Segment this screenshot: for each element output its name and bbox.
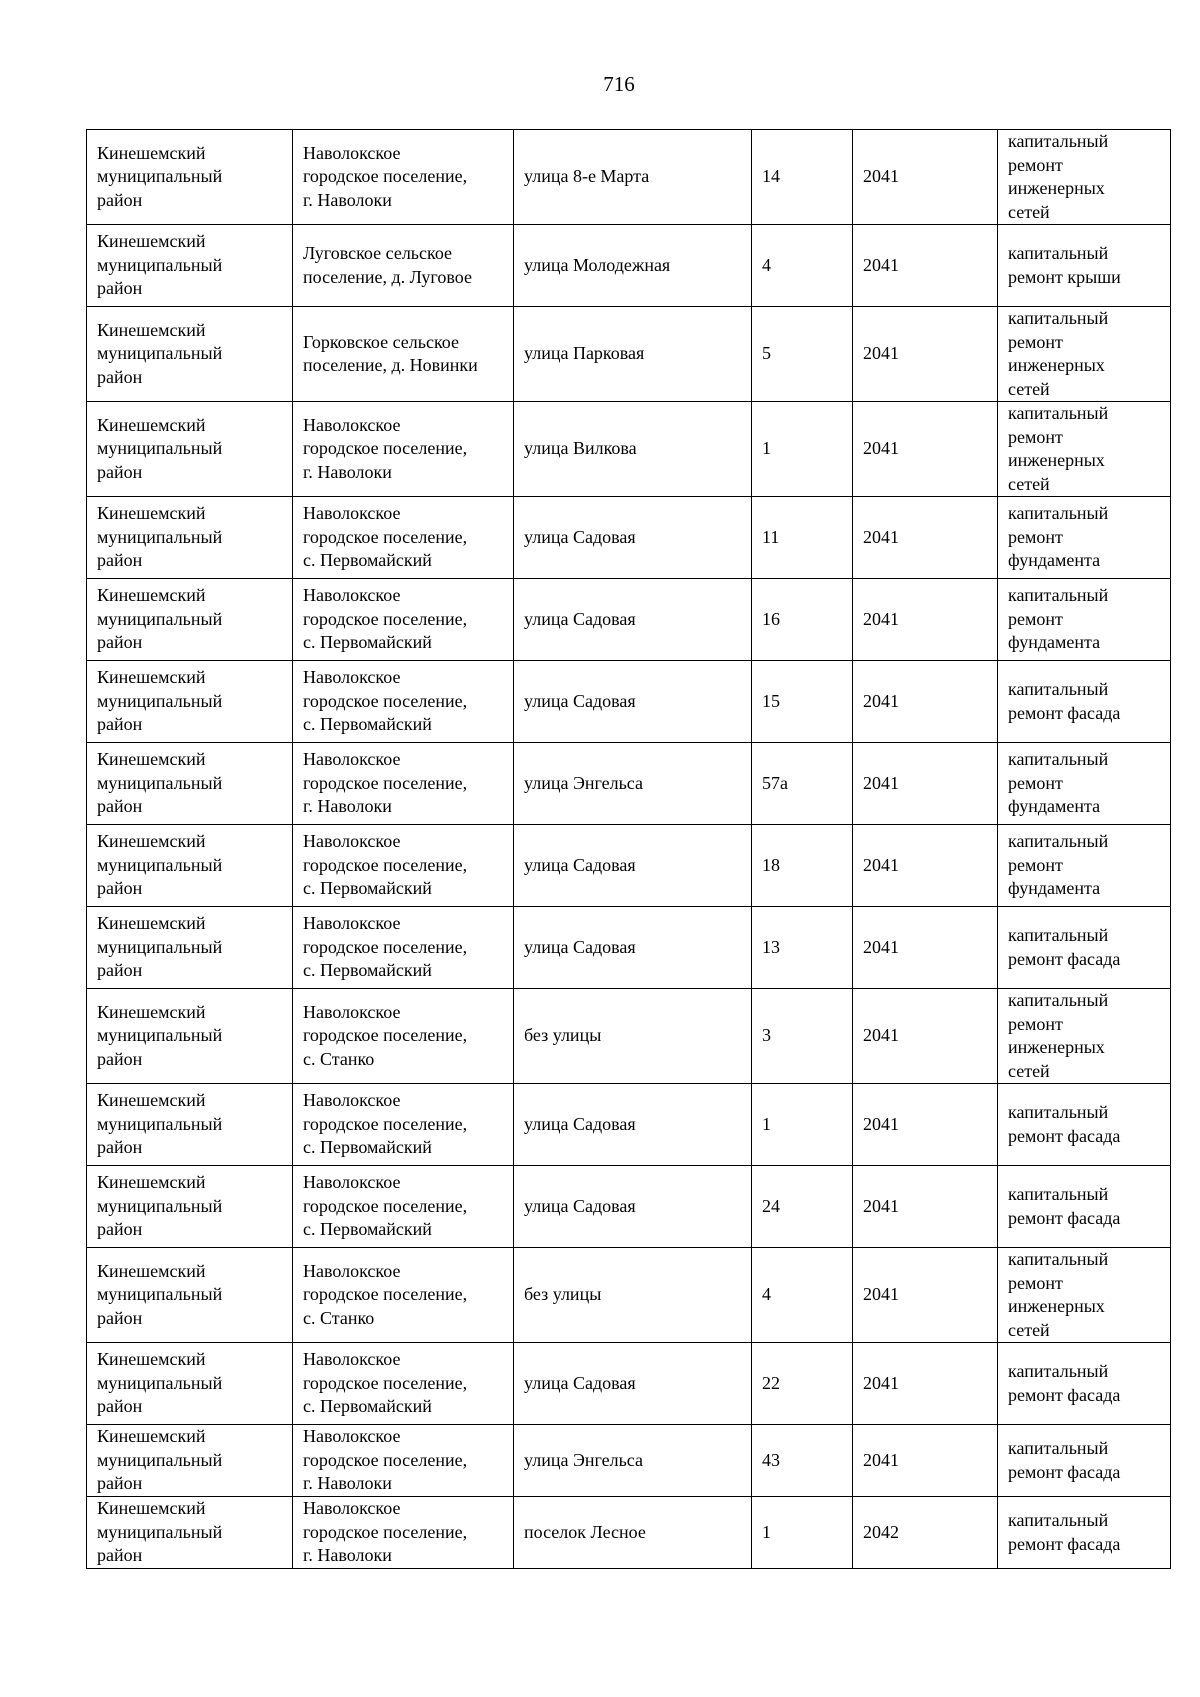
district-cell: Кинешемский муниципальный район [87,497,293,579]
district-cell: Кинешемский муниципальный район [87,1497,293,1569]
street-cell: улица Молодежная [514,225,752,307]
house-number-cell: 15 [752,661,853,743]
settlement-cell: Наволокское городское поселение, с. Первомайский [293,907,514,989]
street-cell: улица Вилкова [514,402,752,497]
year-cell: 2041 [853,1425,998,1497]
street-cell: поселок Лесное [514,1497,752,1569]
house-number-cell: 1 [752,402,853,497]
table-row [87,1166,1171,1248]
settlement-cell: Наволокское городское поселение, г. Наволоки [293,1497,514,1569]
house-number-cell: 18 [752,825,853,907]
street-cell: улица Парковая [514,307,752,402]
settlement-cell: Наволокское городское поселение, с. Первомайский [293,1084,514,1166]
year-cell: 2041 [853,661,998,743]
table-row [87,1497,1171,1569]
street-cell: улица Энгельса [514,1425,752,1497]
work-type-cell: капитальный ремонт инженерных сетей [998,989,1171,1084]
work-type-cell: капитальный ремонт крыши [998,225,1171,307]
work-type-cell: капитальный ремонт фасада [998,1497,1171,1569]
settlement-cell: Наволокское городское поселение, с. Станко [293,1248,514,1343]
table-row [87,743,1171,825]
table-row [87,1343,1171,1425]
district-cell: Кинешемский муниципальный район [87,1166,293,1248]
district-cell: Кинешемский муниципальный район [87,402,293,497]
settlement-cell: Наволокское городское поселение, с. Первомайский [293,1166,514,1248]
year-cell: 2041 [853,1343,998,1425]
street-cell: улица 8-е Марта [514,130,752,225]
year-cell: 2041 [853,130,998,225]
settlement-cell: Наволокское городское поселение, с. Первомайский [293,661,514,743]
settlement-cell: Наволокское городское поселение, г. Наволоки [293,130,514,225]
district-cell: Кинешемский муниципальный район [87,579,293,661]
year-cell: 2041 [853,907,998,989]
year-cell: 2041 [853,1248,998,1343]
house-number-cell: 11 [752,497,853,579]
district-cell: Кинешемский муниципальный район [87,989,293,1084]
settlement-cell: Наволокское городское поселение, г. Наволоки [293,402,514,497]
work-type-cell: капитальный ремонт фасада [998,907,1171,989]
year-cell: 2041 [853,743,998,825]
street-cell: улица Энгельса [514,743,752,825]
house-number-cell: 13 [752,907,853,989]
table-row [87,307,1171,402]
page-number: 716 [603,72,635,96]
table-row [87,907,1171,989]
street-cell: улица Садовая [514,907,752,989]
street-cell: улица Садовая [514,1166,752,1248]
district-cell: Кинешемский муниципальный район [87,1248,293,1343]
table-row [87,130,1171,225]
year-cell: 2041 [853,1084,998,1166]
table-row [87,661,1171,743]
house-number-cell: 16 [752,579,853,661]
street-cell: улица Садовая [514,661,752,743]
year-cell: 2041 [853,497,998,579]
work-type-cell: капитальный ремонт фундамента [998,579,1171,661]
district-cell: Кинешемский муниципальный район [87,307,293,402]
year-cell: 2041 [853,989,998,1084]
house-number-cell: 4 [752,225,853,307]
street-cell: без улицы [514,989,752,1084]
table-row [87,497,1171,579]
work-type-cell: капитальный ремонт инженерных сетей [998,130,1171,225]
repair-schedule-table [86,129,1171,1569]
settlement-cell: Наволокское городское поселение, с. Первомайский [293,579,514,661]
work-type-cell: капитальный ремонт фасада [998,661,1171,743]
year-cell: 2041 [853,402,998,497]
year-cell: 2041 [853,307,998,402]
house-number-cell: 5 [752,307,853,402]
settlement-cell: Горковское сельское поселение, д. Новинки [293,307,514,402]
district-cell: Кинешемский муниципальный район [87,825,293,907]
street-cell: улица Садовая [514,1084,752,1166]
settlement-cell: Наволокское городское поселение, с. Первомайский [293,1343,514,1425]
house-number-cell: 1 [752,1084,853,1166]
district-cell: Кинешемский муниципальный район [87,130,293,225]
table-row [87,402,1171,497]
work-type-cell: капитальный ремонт инженерных сетей [998,402,1171,497]
table-body [87,130,1171,1569]
table-row [87,1425,1171,1497]
work-type-cell: капитальный ремонт фасада [998,1343,1171,1425]
district-cell: Кинешемский муниципальный район [87,1425,293,1497]
year-cell: 2041 [853,1166,998,1248]
district-cell: Кинешемский муниципальный район [87,1343,293,1425]
work-type-cell: капитальный ремонт фасада [998,1084,1171,1166]
settlement-cell: Луговское сельское поселение, д. Луговое [293,225,514,307]
house-number-cell: 3 [752,989,853,1084]
work-type-cell: капитальный ремонт инженерных сетей [998,307,1171,402]
street-cell: улица Садовая [514,497,752,579]
house-number-cell: 4 [752,1248,853,1343]
house-number-cell: 24 [752,1166,853,1248]
table-row [87,825,1171,907]
table-row [87,225,1171,307]
street-cell: без улицы [514,1248,752,1343]
table-row [87,989,1171,1084]
settlement-cell: Наволокское городское поселение, г. Наволоки [293,1425,514,1497]
table-row [87,1084,1171,1166]
work-type-cell: капитальный ремонт фасада [998,1166,1171,1248]
district-cell: Кинешемский муниципальный район [87,225,293,307]
work-type-cell: капитальный ремонт фундамента [998,825,1171,907]
work-type-cell: капитальный ремонт фундамента [998,743,1171,825]
district-cell: Кинешемский муниципальный район [87,743,293,825]
house-number-cell: 57а [752,743,853,825]
street-cell: улица Садовая [514,825,752,907]
work-type-cell: капитальный ремонт фундамента [998,497,1171,579]
street-cell: улица Садовая [514,579,752,661]
district-cell: Кинешемский муниципальный район [87,661,293,743]
settlement-cell: Наволокское городское поселение, г. Наволоки [293,743,514,825]
work-type-cell: капитальный ремонт инженерных сетей [998,1248,1171,1343]
house-number-cell: 22 [752,1343,853,1425]
year-cell: 2042 [853,1497,998,1569]
table-row [87,1248,1171,1343]
table-row [87,579,1171,661]
year-cell: 2041 [853,825,998,907]
house-number-cell: 14 [752,130,853,225]
settlement-cell: Наволокское городское поселение, с. Первомайский [293,497,514,579]
work-type-cell: капитальный ремонт фасада [998,1425,1171,1497]
district-cell: Кинешемский муниципальный район [87,907,293,989]
year-cell: 2041 [853,225,998,307]
year-cell: 2041 [853,579,998,661]
settlement-cell: Наволокское городское поселение, с. Станко [293,989,514,1084]
house-number-cell: 43 [752,1425,853,1497]
settlement-cell: Наволокское городское поселение, с. Первомайский [293,825,514,907]
street-cell: улица Садовая [514,1343,752,1425]
house-number-cell: 1 [752,1497,853,1569]
district-cell: Кинешемский муниципальный район [87,1084,293,1166]
